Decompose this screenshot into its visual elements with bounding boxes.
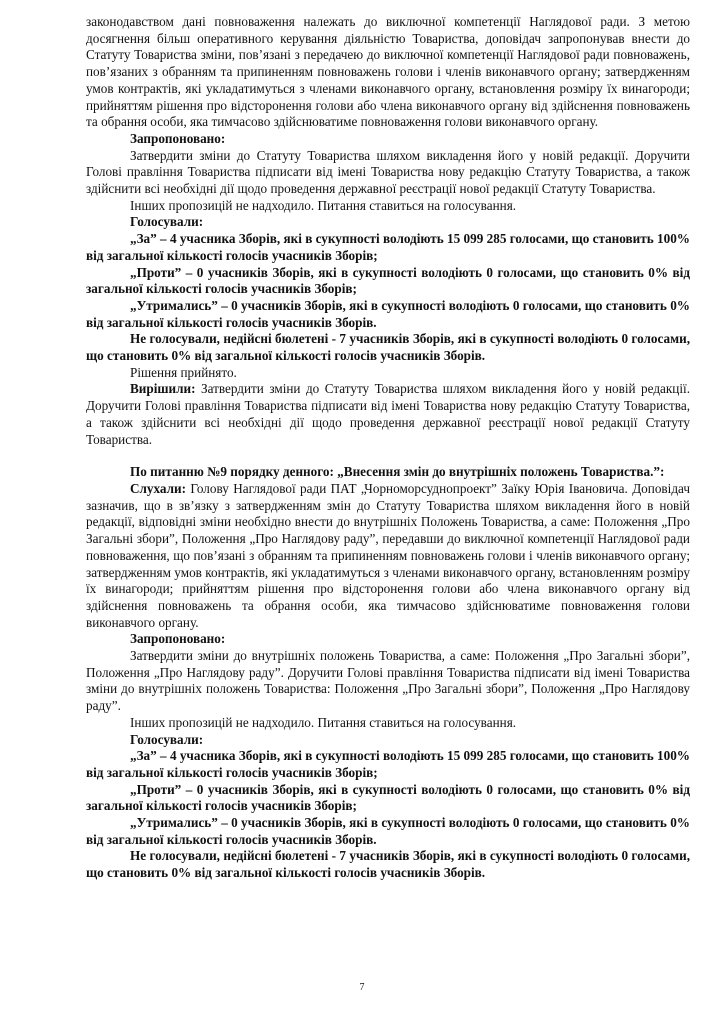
paragraph-text: „Проти” – 0 учасників Зборів, які в сукупності володіють 0 голосами, що становить 0% від загальної кількості голосів учасників Зборів; bbox=[86, 781, 690, 814]
paragraph-text: По питанню №9 порядку денного: „Внесення змін до внутрішніх положень Товариства.”: bbox=[130, 464, 665, 480]
bold-paragraph bbox=[86, 464, 690, 481]
bold-paragraph bbox=[86, 298, 690, 331]
bold-paragraph bbox=[86, 231, 690, 264]
paragraph-text: „За” – 4 учасника Зборів, які в сукупності володіють 15 099 285 голосами, що становить 100% від загальної кількості голосів учасників Зборів; bbox=[86, 748, 690, 780]
paragraph-text: Інших пропозицій не надходило. Питання ставиться на голосування. bbox=[130, 197, 517, 213]
paragraph bbox=[86, 148, 690, 198]
paragraph bbox=[86, 381, 690, 448]
bold-paragraph bbox=[86, 331, 690, 364]
paragraph bbox=[86, 715, 690, 732]
paragraph-text: „Проти” – 0 учасників Зборів, які в сукупності володіють 0 голосами, що становить 0% від загальної кількості голосів учасників Зборів; bbox=[86, 264, 690, 297]
paragraph bbox=[86, 365, 690, 382]
page-number: 7 bbox=[359, 982, 365, 993]
paragraph-text: Затвердити зміни до внутрішніх положень Товариства, а саме: Положення „Про Загальні збори”, Положення „Про Наглядову раду”. Доручити Голові правління Товариства підписати від імені Товариства зміни до внутрішніх положень Товариства: Положення „Про Загальні збори”, Положення „Про Наглядову раду”. bbox=[86, 648, 690, 714]
paragraph-lead: Вирішили: bbox=[130, 381, 196, 397]
document-body bbox=[86, 14, 690, 882]
paragraph-text: „Утримались” – 0 учасників Зборів, які в сукупності володіють 0 голосами, що становить 0% від загальної кількості голосів учасників Зборів. bbox=[86, 815, 690, 847]
bold-paragraph bbox=[86, 214, 690, 231]
paragraph-text: Затвердити зміни до Статуту Товариства шляхом викладення його у новій редакції. Доручити Голові правління Товариства підписати від імені Товариства нову редакцію Статуту Товариства, а також здійснити всі необхідні дії щодо проведення державної реєстрації нової редакції Статуту Товариства. bbox=[86, 381, 690, 447]
paragraph bbox=[86, 648, 690, 715]
bold-paragraph bbox=[86, 748, 690, 781]
paragraph bbox=[86, 481, 690, 631]
paragraph-text: Не голосували, недійсні бюлетені - 7 учасників Зборів, які в сукупності володіють 0 голосами, що становить 0% від загальної кількості голосів учасників Зборів. bbox=[86, 331, 690, 364]
paragraph-lead: Слухали: bbox=[130, 480, 187, 496]
paragraph-text: Не голосували, недійсні бюлетені - 7 учасників Зборів, які в сукупності володіють 0 голосами, що становить 0% від загальної кількості голосів учасників Зборів. bbox=[86, 848, 690, 881]
bold-paragraph bbox=[86, 848, 690, 881]
paragraph-text: Запропоновано: bbox=[130, 130, 226, 146]
paragraph-spacer bbox=[86, 448, 690, 464]
bold-paragraph bbox=[86, 631, 690, 648]
bold-paragraph bbox=[86, 782, 690, 815]
paragraph-text: Запропоновано: bbox=[130, 631, 226, 647]
paragraph-text: Голосували: bbox=[130, 731, 204, 747]
paragraph-text: Голосували: bbox=[130, 214, 204, 230]
paragraph-text: Рішення прийнято. bbox=[130, 364, 237, 380]
paragraph-text: Інших пропозицій не надходило. Питання ставиться на голосування. bbox=[130, 714, 517, 730]
bold-paragraph bbox=[86, 732, 690, 749]
paragraph-text: законодавством дані повноваження належать до виключної компетенції Наглядової ради. З метою досягнення більш оперативного керування діяльністю Товариства, доповідач запропонував внести до Статуту Товариства зміни, пов’язані з передачею до виключної компетенції Наглядової ради повноважень, пов’язаних з обранням та припиненням повноважень голови і членів виконавчого органу; затвердженням умов контрактів, які укладатимуться з членами виконавчого органу, встановлення розміру їх винагороди; прийняттям рішення про відсторонення голови або члена виконавчого органу від здійснення повноважень та обрання особи, яка тимчасово здійснюватиме повноваження голови виконавчого органу. bbox=[86, 14, 690, 130]
bold-paragraph bbox=[86, 131, 690, 148]
paragraph-text: „За” – 4 учасника Зборів, які в сукупності володіють 15 099 285 голосами, що становить 100% від загальної кількості голосів учасників Зборів; bbox=[86, 231, 690, 263]
paragraph bbox=[86, 198, 690, 215]
paragraph-text: Голову Наглядової ради ПАТ „Чорноморсуднопроект” Заїку Юрія Івановича. Доповідач зазначив, що в зв’язку з затвердженням змін до Статуту Товариства шляхом викладення його в новій редакції, відповідні зміни необхідно внести до внутрішніх Положень Товариства, а саме: Положення „Про Загальні збори”, Положення „Про Наглядову раду”, передавши до виключної компетенції Наглядової ради повноваження, що пов’язані з обранням та припиненням повноважень голови і членів виконавчого органу; затвердженням умов контрактів, які укладатимуться з членами виконавчого органу, встановленням розміру їх винагороди; прийняттям рішення про відсторонення голови або члена виконавчого органу від здійснення повноважень та обрання особи, яка тимчасово здійснюватиме повноваження голови виконавчого органу. bbox=[86, 480, 690, 630]
paragraph-text: Затвердити зміни до Статуту Товариства шляхом викладення його у новій редакції. Доручити Голові правління Товариства підписати від імені Товариства нову редакцію Статуту Товариства, а також здійснити всі необхідні дії щодо проведення державної реєстрації нової редакції Статуту Товариства. bbox=[86, 147, 690, 197]
bold-paragraph bbox=[86, 815, 690, 848]
bold-paragraph bbox=[86, 265, 690, 298]
paragraph bbox=[86, 14, 690, 131]
paragraph-text: „Утримались” – 0 учасників Зборів, які в сукупності володіють 0 голосами, що становить 0% від загальної кількості голосів учасників Зборів. bbox=[86, 297, 690, 330]
